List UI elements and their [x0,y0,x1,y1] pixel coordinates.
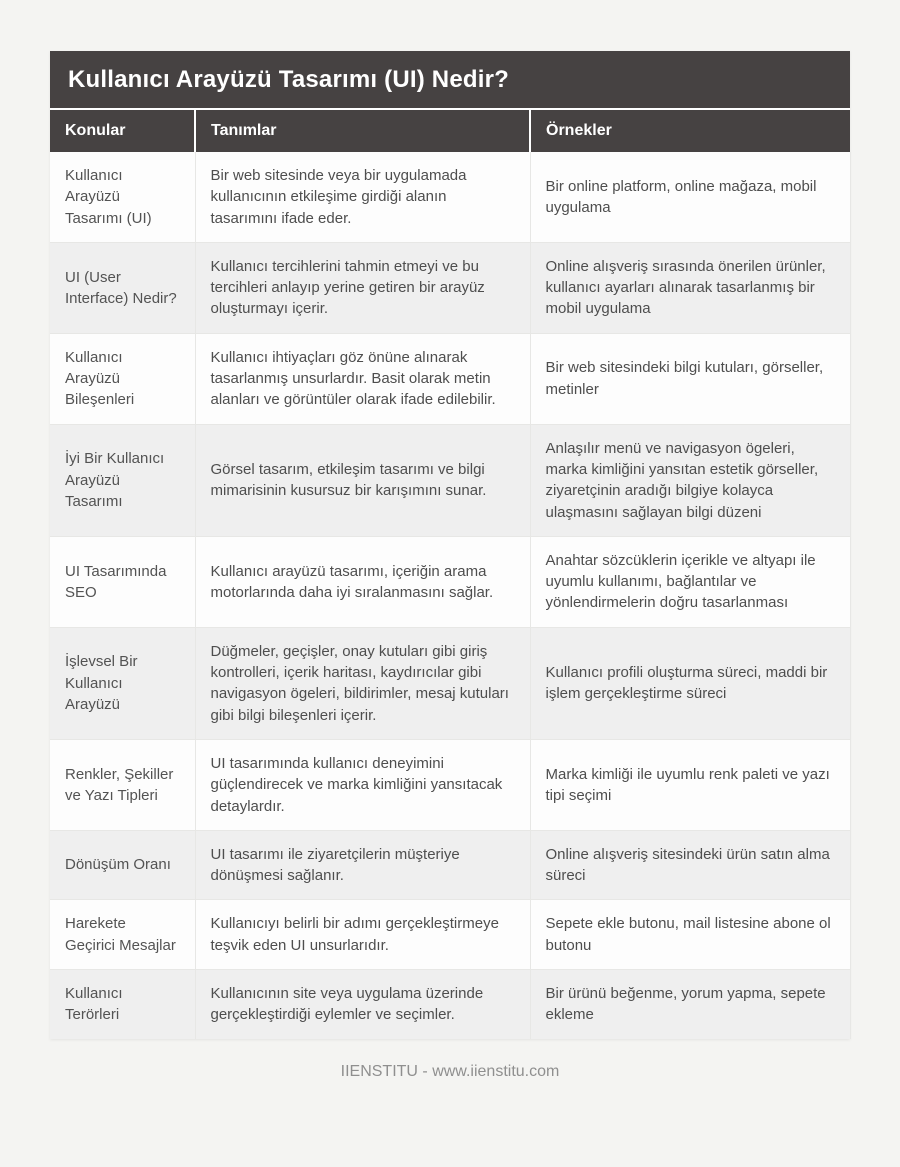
definition-cell: Kullanıcının site veya uygulama üzerinde gerçekleştirdiği eylemler ve seçimler. [195,970,530,1039]
definition-cell: UI tasarımında kullanıcı deneyimini güçlendirecek ve marka kimliğini yansıtacak detaylardır. [195,739,530,830]
table-row [50,830,850,900]
topic-cell: UI Tasarımında SEO [50,536,195,627]
ui-topics-table [50,110,851,1039]
definition-cell: Kullanıcı ihtiyaçları göz önüne alınarak tasarlanmış unsurlardır. Basit olarak metin alanları ve görüntüler olarak ifade edilebilir. [195,333,530,424]
example-cell: Sepete ekle butonu, mail listesine abone ol butonu [530,900,850,970]
example-cell: Bir online platform, online mağaza, mobil uygulama [530,152,850,242]
definition-cell: Kullanıcı arayüzü tasarımı, içeriğin arama motorlarında daha iyi sıralanmasını sağlar. [195,536,530,627]
header-row [50,110,850,152]
table-row [50,970,850,1039]
definition-cell: UI tasarımı ile ziyaretçilerin müşteriye dönüşmesi sağlanır. [195,830,530,900]
table-row [50,152,850,242]
table-row [50,900,850,970]
example-cell: Bir ürünü beğenme, yorum yapma, sepete ekleme [530,970,850,1039]
table-row [50,424,850,536]
table-row [50,739,850,830]
column-header-konular: Konular [50,110,195,152]
topic-cell: İşlevsel Bir Kullanıcı Arayüzü [50,627,195,739]
example-cell: Anahtar sözcüklerin içerikle ve altyapı ile uyumlu kullanımı, bağlantılar ve yönlendirmelerin doğru tasarlanması [530,536,850,627]
table-row [50,627,850,739]
topic-cell: Harekete Geçirici Mesajlar [50,900,195,970]
definition-cell: Düğmeler, geçişler, onay kutuları gibi giriş kontrolleri, içerik haritası, kaydırıcılar gibi navigasyon ögeleri, bildirimler, mesaj kutuları gibi bilgi bileşenleri içerir. [195,627,530,739]
info-table-card [50,51,850,1039]
topic-cell: Kullanıcı Arayüzü Tasarımı (UI) [50,152,195,242]
topic-cell: Kullanıcı Terörleri [50,970,195,1039]
table-body [50,152,850,1039]
example-cell: Kullanıcı profili oluşturma süreci, maddi bir işlem gerçekleştirme süreci [530,627,850,739]
example-cell: Marka kimliği ile uyumlu renk paleti ve yazı tipi seçimi [530,739,850,830]
definition-cell: Görsel tasarım, etkileşim tasarımı ve bilgi mimarisinin kusursuz bir karışımını sunar. [195,424,530,536]
topic-cell: UI (User Interface) Nedir? [50,242,195,333]
page-title: Kullanıcı Arayüzü Tasarımı (UI) Nedir? [50,51,850,110]
example-cell: Online alışveriş sırasında önerilen ürünler, kullanıcı ayarları alınarak tasarlanmış bir mobil uygulama [530,242,850,333]
example-cell: Bir web sitesindeki bilgi kutuları, görseller, metinler [530,333,850,424]
topic-cell: İyi Bir Kullanıcı Arayüzü Tasarımı [50,424,195,536]
topic-cell: Kullanıcı Arayüzü Bileşenleri [50,333,195,424]
column-header-ornekler: Örnekler [530,110,850,152]
table-row [50,536,850,627]
topic-cell: Dönüşüm Oranı [50,830,195,900]
definition-cell: Kullanıcı tercihlerini tahmin etmeyi ve bu tercihleri anlayıp yerine getiren bir arayüz oluşturmayı içerir. [195,242,530,333]
table-row [50,333,850,424]
footer-credit: IIENSTITU - www.iienstitu.com [340,1062,560,1080]
example-cell: Anlaşılır menü ve navigasyon ögeleri, marka kimliğini yansıtan estetik görseller, ziyaretçinin aradığı bilgiye kolayca ulaşmasını sağlayan bilgi düzeni [530,424,850,536]
topic-cell: Renkler, Şekiller ve Yazı Tipleri [50,739,195,830]
table-header [50,110,850,152]
table-row [50,242,850,333]
definition-cell: Kullanıcıyı belirli bir adımı gerçekleştirmeye teşvik eden UI unsurlarıdır. [195,900,530,970]
example-cell: Online alışveriş sitesindeki ürün satın alma süreci [530,830,850,900]
definition-cell: Bir web sitesinde veya bir uygulamada kullanıcının etkileşime girdiği alanın tasarımını ifade eder. [195,152,530,242]
column-header-tanimlar: Tanımlar [195,110,530,152]
